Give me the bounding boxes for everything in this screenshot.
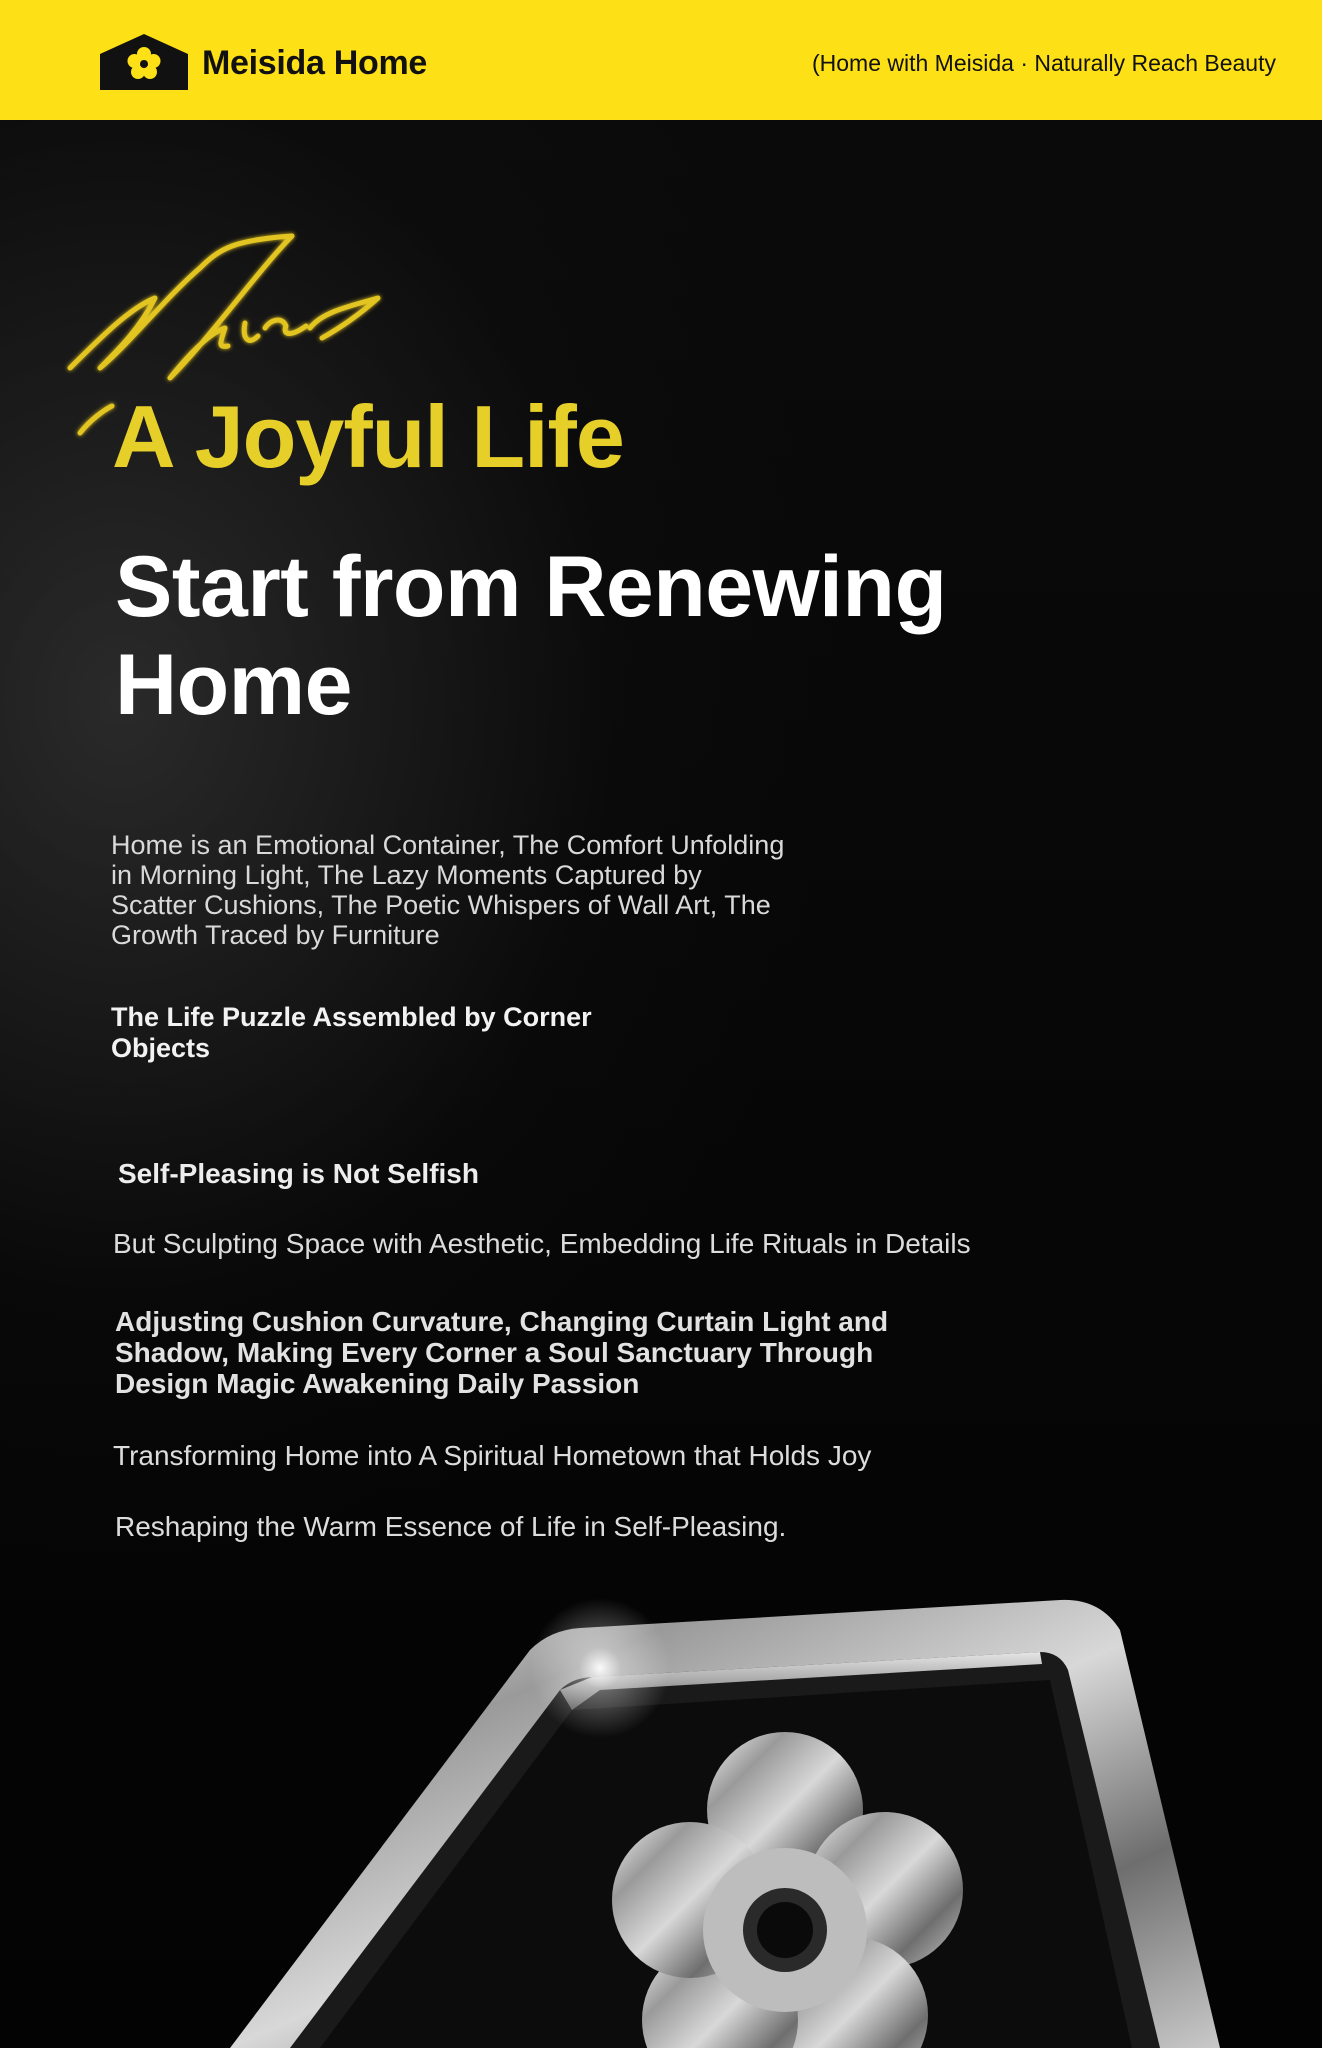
header-bar bbox=[0, 0, 1322, 120]
puzzle-subheading: The Life Puzzle Assembled by Corner Objects bbox=[111, 1002, 592, 1063]
metal-house-flower-logo-icon bbox=[220, 1560, 1322, 2048]
house-flower-icon[interactable] bbox=[98, 32, 190, 92]
reshape-line: Reshaping the Warm Essence of Life in Self-Pleasing. bbox=[115, 1511, 787, 1542]
sculpt-line: But Sculpting Space with Aesthetic, Embedding Life Rituals in Details bbox=[113, 1228, 971, 1259]
header-tagline: (Home with Meisida · Naturally Reach Beauty bbox=[811, 50, 1276, 76]
brand-name[interactable]: Meisida Home bbox=[202, 44, 428, 82]
selfish-heading: Self-Pleasing is Not Selfish bbox=[118, 1158, 479, 1189]
joyful-title: A Joyful Life bbox=[112, 387, 624, 486]
transform-line: Transforming Home into A Spiritual Hometown that Holds Joy bbox=[113, 1440, 872, 1471]
adjusting-paragraph: Adjusting Cushion Curvature, Changing Curtain Light and Shadow, Making Every Corner a Soul Sanctuary Through Design Magic Awakening Daily Passion bbox=[115, 1306, 889, 1399]
headline: Start from Renewing Home bbox=[115, 539, 947, 733]
intro-paragraph: Home is an Emotional Container, The Comfort Unfolding in Morning Light, The Lazy Moments Captured by Scatter Cushions, The Poetic Whispers of Wall Art, The Growth Traced by Furniture bbox=[111, 830, 785, 950]
